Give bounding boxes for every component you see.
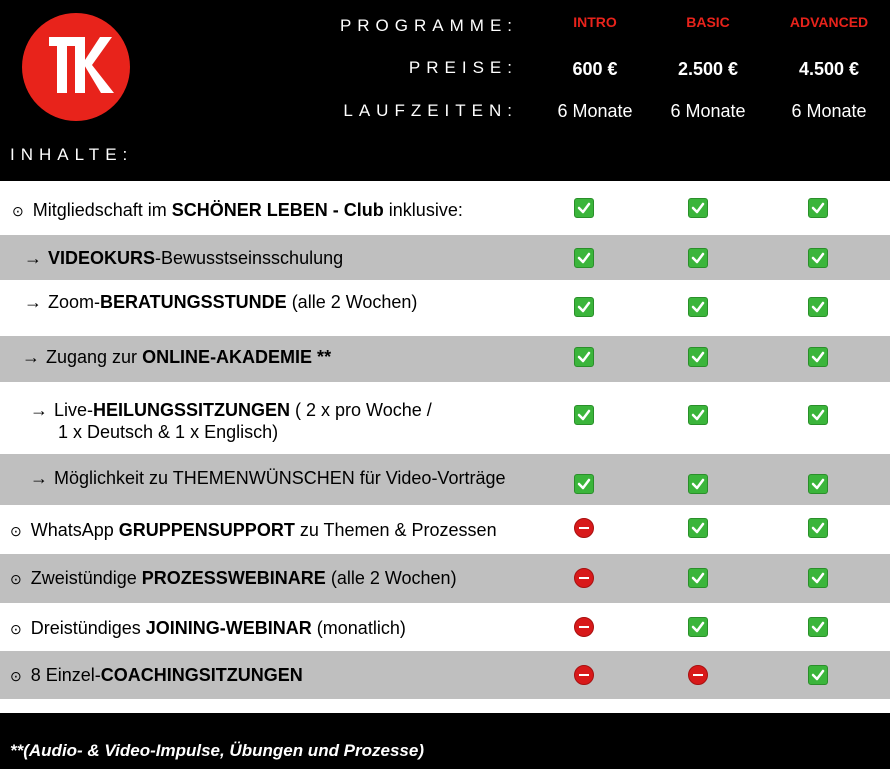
check-icon-basic bbox=[688, 248, 708, 268]
plan-price-basic: 2.500 € bbox=[677, 59, 739, 79]
no-entry-icon-intro bbox=[574, 518, 594, 538]
table-row bbox=[0, 454, 890, 505]
feature-text-part: Mitgliedschaft im bbox=[32, 200, 172, 220]
feature-text-part: (monatlich) bbox=[311, 618, 406, 638]
no-entry-icon-intro bbox=[574, 617, 594, 637]
check-icon-intro bbox=[574, 347, 594, 367]
arrow-icon: → bbox=[30, 468, 48, 488]
plan-name-basic: BASIC bbox=[686, 14, 730, 30]
check-icon-advanced bbox=[808, 198, 828, 218]
check-icon-advanced bbox=[808, 568, 828, 588]
footnote: **(Audio- & Video-Impulse, Übungen und Prozesse) bbox=[10, 741, 425, 760]
brand-logo bbox=[22, 13, 130, 121]
check-icon-basic bbox=[688, 474, 708, 494]
feature-label bbox=[22, 346, 331, 368]
feature-text-part: ONLINE-AKADEMIE ** bbox=[142, 347, 332, 367]
feature-text-part: VIDEOKURS bbox=[48, 248, 156, 268]
feature-text-part: Zweistündige bbox=[30, 568, 142, 588]
plan-price-advanced: 4.500 € bbox=[798, 59, 860, 79]
feature-text-part: HEILUNGSSITZUNGEN bbox=[93, 400, 291, 420]
check-icon-basic bbox=[688, 568, 708, 588]
arrow-icon: → bbox=[30, 400, 48, 420]
feature-text-part: (alle 2 Wochen) bbox=[325, 568, 457, 588]
feature-text-part: zu Themen & Prozessen bbox=[294, 520, 497, 540]
feature-label bbox=[10, 664, 303, 687]
plan-name-advanced: ADVANCED bbox=[789, 14, 869, 30]
feature-text-part: Live- bbox=[54, 400, 94, 420]
feature-text-part: GRUPPENSUPPORT bbox=[118, 520, 295, 540]
check-icon-intro bbox=[574, 297, 594, 317]
arrow-icon: → bbox=[24, 292, 42, 312]
programme-label: PROGRAMME: bbox=[339, 16, 518, 35]
check-icon-basic bbox=[688, 617, 708, 637]
table-row bbox=[0, 651, 890, 699]
check-icon-basic bbox=[688, 297, 708, 317]
feature-text-part: 8 Einzel- bbox=[30, 665, 101, 685]
feature-text-part: COACHINGSITZUNGEN bbox=[100, 665, 303, 685]
arrow-icon: → bbox=[24, 248, 42, 268]
feature-text-part: BERATUNGSSTUNDE bbox=[100, 292, 287, 312]
table-row bbox=[0, 181, 890, 235]
feature-text-part: (alle 2 Wochen) bbox=[286, 292, 418, 312]
check-icon-advanced bbox=[808, 474, 828, 494]
feature-text-part: Zugang zur bbox=[46, 347, 143, 367]
plan-duration-intro: 6 Monate bbox=[557, 101, 633, 121]
no-entry-icon-basic bbox=[688, 665, 708, 685]
table-row bbox=[0, 554, 890, 603]
laufzeiten-label: LAUFZEITEN: bbox=[343, 101, 518, 120]
feature-text-part: Dreistündiges bbox=[30, 618, 146, 638]
feature-text-part: inklusive: bbox=[383, 200, 463, 220]
feature-table bbox=[0, 181, 890, 713]
table-row bbox=[0, 336, 890, 382]
feature-label bbox=[30, 399, 432, 443]
feature-label bbox=[30, 467, 505, 489]
feature-label bbox=[10, 567, 457, 590]
feature-text-part: SCHÖNER LEBEN - Club bbox=[171, 200, 384, 220]
bullet-icon: ⊙ bbox=[10, 668, 22, 684]
plan-price-intro: 600 € bbox=[572, 59, 618, 79]
check-icon-basic bbox=[688, 198, 708, 218]
tk-logo-icon bbox=[22, 13, 130, 121]
table-row bbox=[0, 280, 890, 336]
check-icon-intro bbox=[574, 198, 594, 218]
feature-text-part: -Bewusstseinsschulung bbox=[155, 248, 344, 268]
feature-text-part: Möglichkeit zu THEMENWÜNSCHEN für Video-Vorträge bbox=[54, 468, 506, 488]
feature-text-part: WhatsApp bbox=[30, 520, 119, 540]
plan-name-intro: INTRO bbox=[573, 14, 617, 30]
check-icon-intro bbox=[574, 248, 594, 268]
check-icon-intro bbox=[574, 405, 594, 425]
arrow-icon: → bbox=[22, 347, 40, 367]
check-icon-advanced bbox=[808, 665, 828, 685]
bullet-icon: ⊙ bbox=[12, 203, 24, 219]
plan-duration-basic: 6 Monate bbox=[670, 101, 746, 121]
no-entry-icon-intro bbox=[574, 568, 594, 588]
feature-label bbox=[24, 247, 343, 269]
check-icon-advanced bbox=[808, 248, 828, 268]
check-icon-basic bbox=[688, 518, 708, 538]
bullet-icon: ⊙ bbox=[10, 571, 22, 587]
feature-label bbox=[12, 199, 463, 222]
check-icon-intro bbox=[574, 474, 594, 494]
check-icon-basic bbox=[688, 347, 708, 367]
preise-label: PREISE: bbox=[408, 58, 518, 77]
check-icon-advanced bbox=[808, 347, 828, 367]
table-row bbox=[0, 603, 890, 651]
feature-text-line2: 1 x Deutsch & 1 x Englisch) bbox=[58, 422, 279, 442]
check-icon-advanced bbox=[808, 297, 828, 317]
feature-text-part: ( 2 x pro Woche / bbox=[290, 400, 432, 420]
feature-text-part: PROZESSWEBINARE bbox=[141, 568, 326, 588]
footer bbox=[0, 713, 890, 769]
inhalte-label: INHALTE: bbox=[10, 145, 134, 164]
feature-text-part: JOINING-WEBINAR bbox=[145, 618, 312, 638]
bullet-icon: ⊙ bbox=[10, 621, 22, 637]
check-icon-advanced bbox=[808, 518, 828, 538]
no-entry-icon-intro bbox=[574, 665, 594, 685]
feature-label bbox=[10, 519, 497, 542]
table-row bbox=[0, 382, 890, 454]
table-row bbox=[0, 505, 890, 554]
feature-text-part: Zoom- bbox=[48, 292, 101, 312]
check-icon-advanced bbox=[808, 405, 828, 425]
check-icon-basic bbox=[688, 405, 708, 425]
table-row bbox=[0, 235, 890, 280]
plan-duration-advanced: 6 Monate bbox=[791, 101, 867, 121]
check-icon-advanced bbox=[808, 617, 828, 637]
pricing-header bbox=[0, 0, 890, 181]
bullet-icon: ⊙ bbox=[10, 523, 22, 539]
feature-label bbox=[24, 291, 417, 313]
feature-label bbox=[10, 617, 406, 640]
